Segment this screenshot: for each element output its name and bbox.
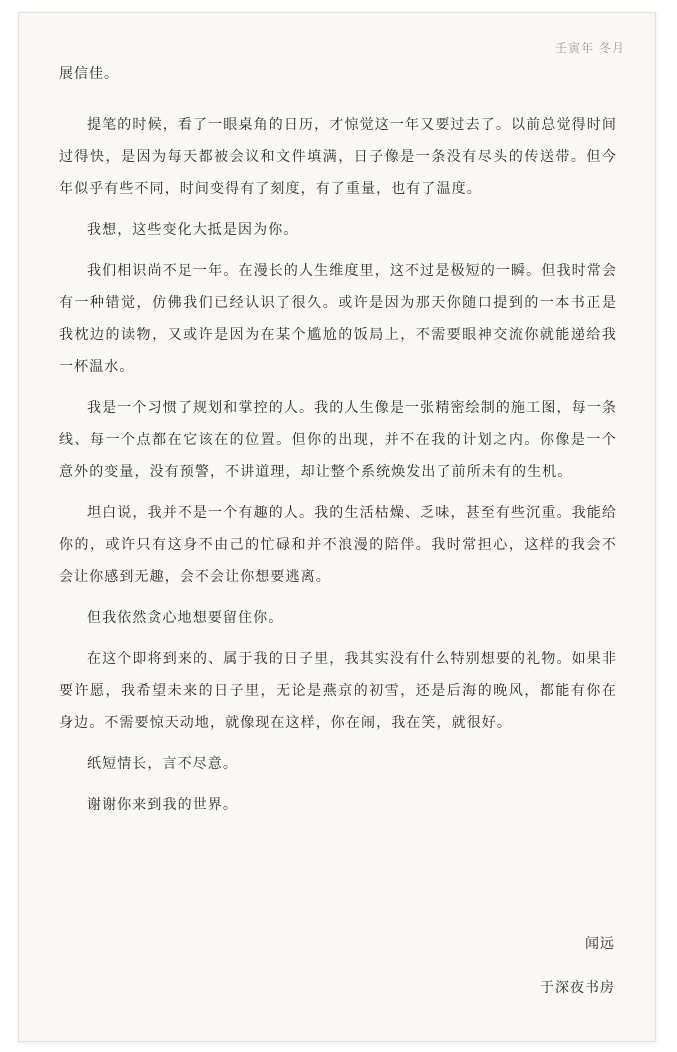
letter-paragraph: 提笔的时候，看了一眼桌角的日历，才惊觉这一年又要过去了。以前总觉得时间过得快，是因为每天都被会议和文件填满，日子像是一条没有尽头的传送带。但今年似乎有些不同，时间变得有了刻度，有了重量，也有了温度。 [59, 117, 617, 197]
letter-paragraph: 谢谢你来到我的世界。 [87, 797, 238, 813]
letter-location: 于深夜书房 [540, 980, 615, 996]
letter-greeting: 展信佳。 [59, 66, 119, 82]
letter-paragraph: 坦白说，我并不是一个有趣的人。我的生活枯燥、乏味，甚至有些沉重。我能给你的，或许只有这身不由己的忙碌和并不浪漫的陪伴。我时常担心，这样的我会不会让你感到无趣，会不会让你想要逃离。 [59, 505, 617, 585]
letter-paragraph: 但我依然贪心地想要留住你。 [87, 610, 284, 626]
letter-paragraph: 在这个即将到来的、属于我的日子里，我其实没有什么特别想要的礼物。如果非要许愿，我希望未来的日子里，无论是燕京的初雪，还是后海的晚风，都能有你在身边。不需要惊天动地，就像现在这样，你在闹，我在笑，就很好。 [59, 651, 617, 731]
letter-body [59, 109, 617, 830]
letter-paper [18, 12, 656, 1042]
letter-paragraph: 我是一个习惯了规划和掌控的人。我的人生像是一张精密绘制的施工图，每一条线、每一个点都在它该在的位置。但你的出现，并不在我的计划之内。你像是一个意外的变量，没有预警，不讲道理，却让整个系统焕发出了前所未有的生机。 [59, 400, 617, 480]
letter-signature: 闻远 [585, 936, 615, 952]
letter-paragraph: 我想，这些变化大抵是因为你。 [87, 222, 299, 238]
letter-paragraph: 我们相识尚不足一年。在漫长的人生维度里，这不过是极短的一瞬。但我时常会有一种错觉，仿佛我们已经认识了很久。或许是因为那天你随口提到的一本书正是我枕边的读物，又或许是因为在某个尴尬的饭局上，不需要眼神交流你就能递给我一杯温水。 [59, 263, 617, 375]
letter-date: 壬寅年 冬月 [555, 41, 625, 55]
letter-paragraph: 纸短情长，言不尽意。 [87, 756, 238, 772]
